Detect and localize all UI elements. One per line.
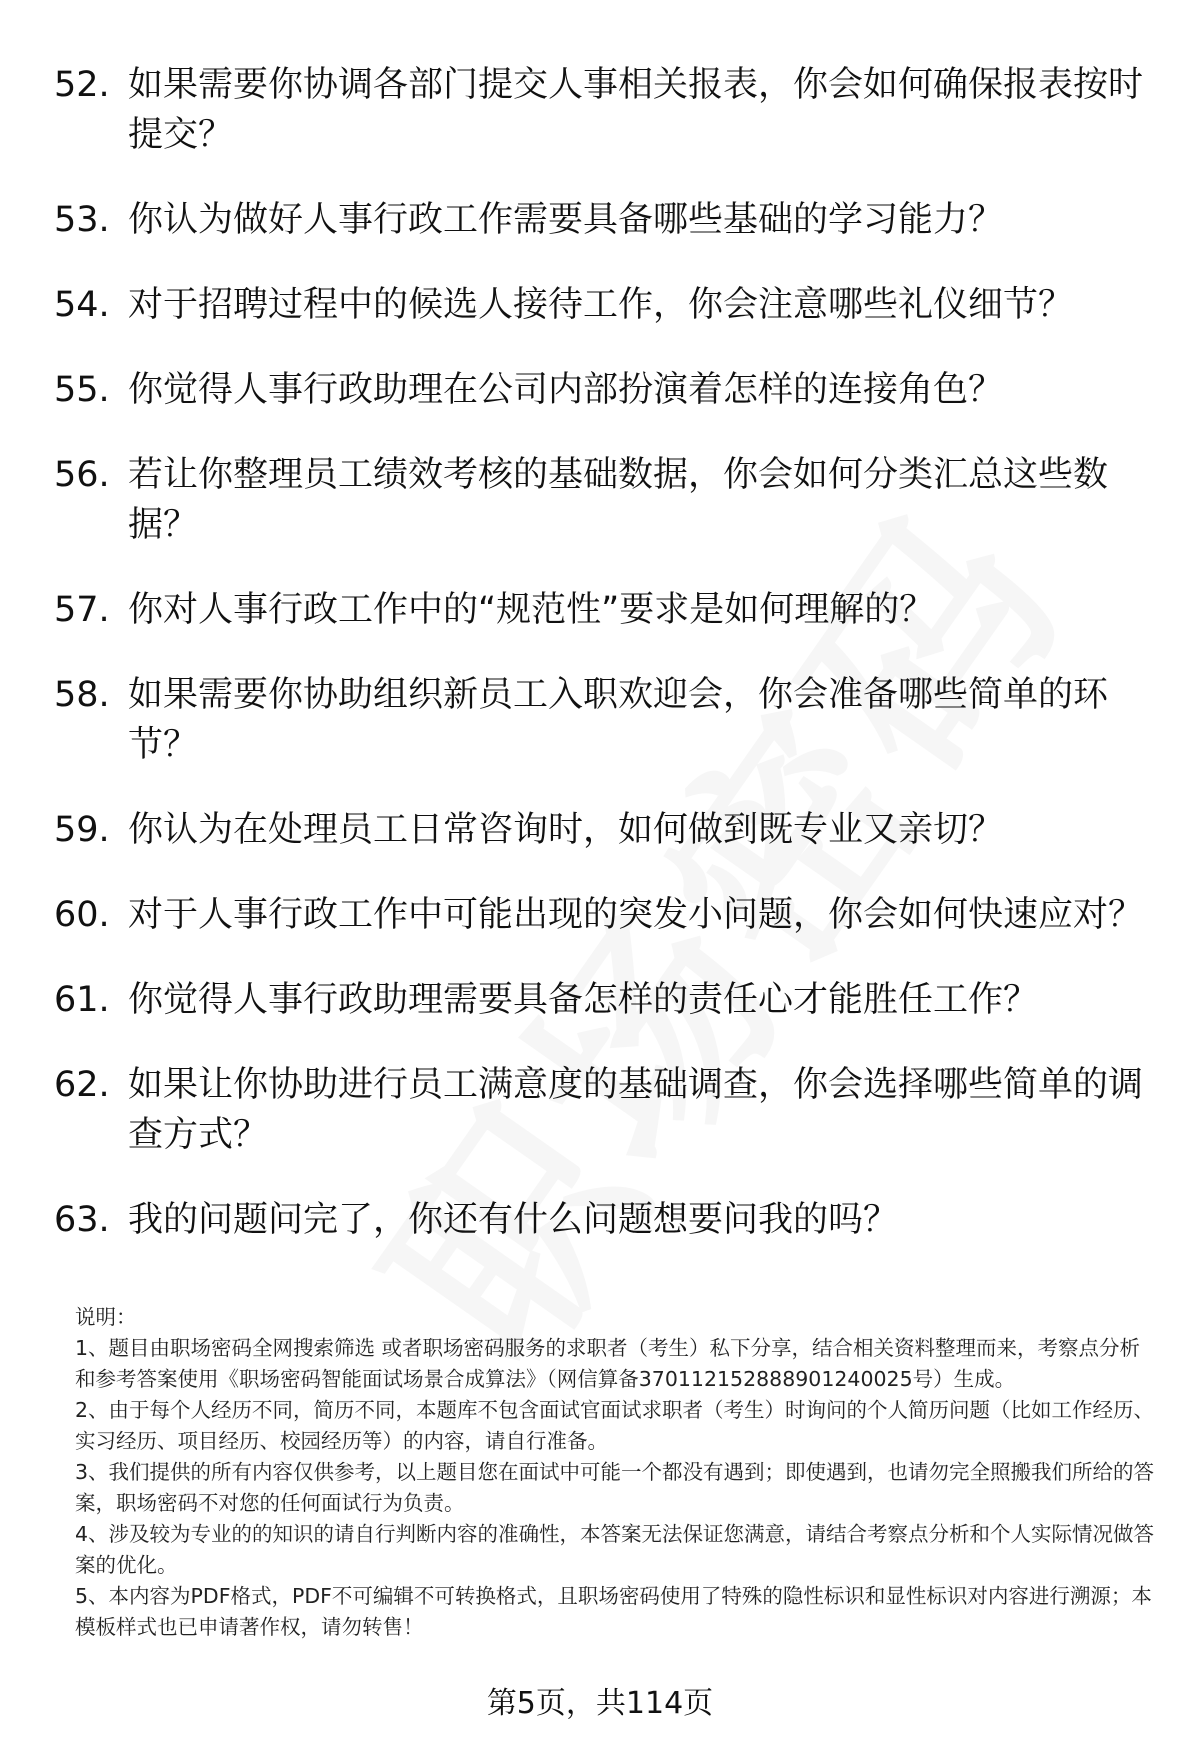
question-text: 如果需要你协助组织新员工入职欢迎会，你会准备哪些简单的环节？ <box>128 675 1109 765</box>
question-number: 59. <box>54 810 110 850</box>
note-item: 1、题目由职场密码全网搜索筛选 或者职场密码服务的求职者（考生）私下分享，结合相关资料整理而来，考察点分析和参考答案使用《职场密码智能面试场景合成算法》（网信算备370112152888901240025号）生成。 <box>75 1336 1141 1391</box>
question-number: 56. <box>54 455 110 495</box>
question-number: 53. <box>54 200 110 240</box>
question-number: 52. <box>54 65 110 105</box>
question-text: 你认为在处理员工日常咨询时，如何做到既专业又亲切？ <box>128 810 1004 850</box>
question-number: 61. <box>54 980 110 1020</box>
question-item <box>54 975 1154 1025</box>
question-number: 60. <box>54 895 110 935</box>
note-item: 3、我们提供的所有内容仅供参考，以上题目您在面试中可能一个都没有遇到；即使遇到，也请勿完全照搬我们所给的答案，职场密码不对您的任何面试行为负责。 <box>75 1460 1155 1515</box>
question-text: 如果让你协助进行员工满意度的基础调查，你会选择哪些简单的调查方式？ <box>128 1065 1144 1155</box>
question-item <box>54 585 1154 635</box>
notes-section <box>75 1302 1155 1643</box>
question-text: 若让你整理员工绩效考核的基础数据，你会如何分类汇总这些数据？ <box>128 455 1109 545</box>
question-item <box>54 60 1154 160</box>
question-item <box>54 280 1154 330</box>
page-number: 第5页，共114页 <box>486 1686 714 1721</box>
question-item <box>54 805 1154 855</box>
question-text: 对于招聘过程中的候选人接待工作，你会注意哪些礼仪细节？ <box>128 285 1074 325</box>
question-number: 54. <box>54 285 110 325</box>
question-item <box>54 890 1154 940</box>
question-text: 你对人事行政工作中的“规范性”要求是如何理解的？ <box>128 590 935 630</box>
note-item: 4、涉及较为专业的的知识的请自行判断内容的准确性，本答案无法保证您满意，请结合考察点分析和个人实际情况做答案的优化。 <box>75 1522 1155 1577</box>
question-number: 57. <box>54 590 110 630</box>
note-item: 5、本内容为PDF格式，PDF不可编辑不可转换格式，且职场密码使用了特殊的隐性标识和显性标识对内容进行溯源；本模板样式也已申请著作权，请勿转售！ <box>75 1584 1152 1639</box>
question-text: 我的问题问完了，你还有什么问题想要问我的吗？ <box>128 1200 899 1240</box>
question-list <box>54 60 1154 1280</box>
question-number: 62. <box>54 1065 110 1105</box>
question-number: 63. <box>54 1200 110 1240</box>
question-item <box>54 365 1154 415</box>
question-text: 你觉得人事行政助理在公司内部扮演着怎样的连接角色？ <box>128 370 1004 410</box>
question-item <box>54 195 1154 245</box>
question-text: 你认为做好人事行政工作需要具备哪些基础的学习能力？ <box>128 200 1004 240</box>
note-item: 2、由于每个人经历不同，简历不同，本题库不包含面试官面试求职者（考生）时询问的个人简历问题（比如工作经历、实习经历、项目经历、校园经历等）的内容，请自行准备。 <box>75 1398 1155 1453</box>
question-text: 对于人事行政工作中可能出现的突发小问题，你会如何快速应对？ <box>128 895 1144 935</box>
question-text: 如果需要你协调各部门提交人事相关报表，你会如何确保报表按时提交？ <box>128 65 1144 155</box>
question-item <box>54 670 1154 770</box>
notes-title: 说明： <box>75 1305 137 1329</box>
question-item <box>54 450 1154 550</box>
question-item <box>54 1195 1154 1245</box>
question-number: 58. <box>54 675 110 715</box>
question-item <box>54 1060 1154 1160</box>
question-number: 55. <box>54 370 110 410</box>
question-text: 你觉得人事行政助理需要具备怎样的责任心才能胜任工作？ <box>128 980 1039 1020</box>
